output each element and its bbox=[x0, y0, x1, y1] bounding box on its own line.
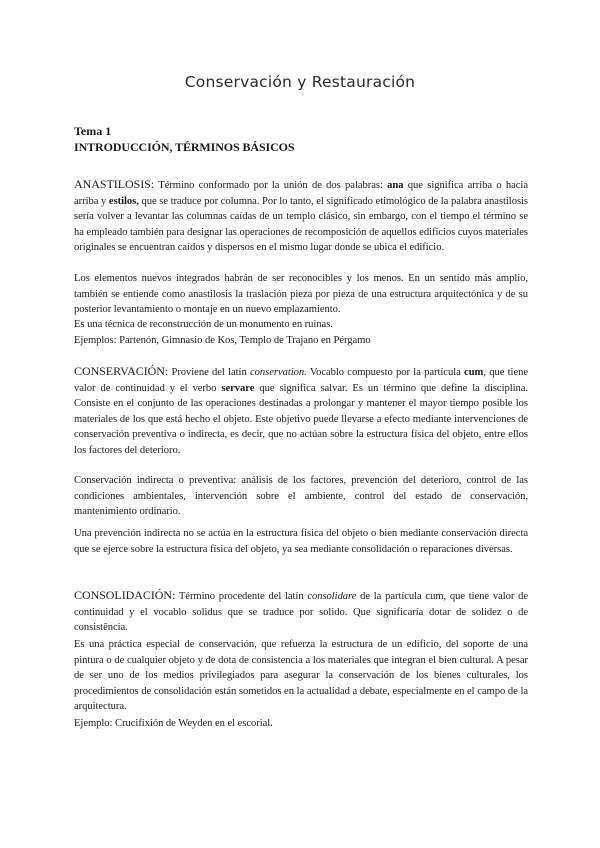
anastilosis-paragraph-2: Los elementos nuevos integrados habrán de ser reconocibles y los menos. En un sentido más amplio, también se entiende como anastilosis la traslación pieza por pieza de una estructura arquitectónica y de su posterior levantamiento o montaje en un nuevo emplazamiento. bbox=[74, 273, 528, 316]
conservacion-definition bbox=[74, 364, 528, 459]
anastilosis-bold-ana: ana bbox=[387, 180, 404, 191]
consolidacion-term: CONSOLIDACIÓN: bbox=[74, 588, 176, 602]
anastilosis-text-2: que significa arriba o hacia arriba y bbox=[74, 180, 528, 207]
topic-heading: INTRODUCCIÓN, TÉRMINOS BÁSICOS bbox=[74, 140, 295, 154]
conservacion-text-2: Vocablo compuesto por la partícula bbox=[306, 367, 465, 378]
conservacion-bold-servare: servare bbox=[221, 382, 255, 394]
consolidacion-text-2: de la partícula cum, que tiene valor de continuidad y el vocablo solidus que se traduce por solido. Que significaría dotar de solidez o de consistência. bbox=[74, 591, 528, 634]
conservacion-bold-cum: cum bbox=[464, 367, 484, 378]
conservacion-paragraph-3: Una prevención indirecta no se actúa en la estructura física del objeto o bien mediante conservación directa que se ejerce sobre la estructura física del objeto, ya sea mediante consolidación o reparaciones diversas. bbox=[74, 528, 528, 555]
anastilosis-text-3: que se traduce por columna. Por lo tanto, el significado etimológico de la palabra anastilosis sería volver a levantar las columnas caídas de un templo clásico, sin embargo, con el tiempo el término se ha empleado también para designar las operaciones de recomposición de aquellos edificios cuyos materiales originales se encuentran caídos y dispersos en el mismo lugar donde se ubica el edificio. bbox=[74, 195, 528, 254]
anastilosis-term: ANASTILOSIS: bbox=[74, 177, 155, 191]
consolidacion-paragraph-2: Es una práctica especial de conservación, que refuerza la estructura de un edificio, del soporte de una pintura o de cualquier objeto y de dota de consistencia a los materiales que integran el bien cultural. A pesar de ser uno de los medios privilegiados para asegurar la conservación de los bienes culturales, los procedimientos de consolidación están sometidos en la actualidad a debate, especialmente en el campo de la arquitectura. bbox=[74, 639, 528, 713]
anastilosis-definition bbox=[74, 177, 528, 256]
consolidacion-italic-latin: consolidare bbox=[307, 591, 357, 602]
consolidacion-example: Ejemplo: Crucifixión de Weyden en el escorial. bbox=[74, 718, 273, 729]
conservacion-paragraph-2: Conservación indirecta o preventiva: análisis de los factores, prevención del deterioro, control de las condiciones ambientales, intervención sobre el ambiente, control del estado de conservación, mantenimiento ordinario. bbox=[74, 475, 528, 518]
anastilosis-text-1: Término conformado por la unión de dos palabras: bbox=[154, 180, 388, 191]
document-title: Conservación y Restauración bbox=[184, 73, 416, 91]
topic-number: Tema 1 bbox=[74, 124, 112, 138]
anastilosis-bold-estilos: estilos, bbox=[108, 195, 139, 207]
conservacion-term: CONSERVACIÓN: bbox=[74, 364, 169, 378]
conservacion-text-4: que significa salvar. Es un término que define la disciplina. Consiste en el conjunto de las operaciones destinadas a prolongar y mantener el mayor tiempo posible los materiales de los que está hecho el objeto. Este objetivo puede llevarse a efecto mediante intervenciones de conservación preventiva o indirecta, es decir, que no actúan sobre la estructura física del objeto, entre ellos los factores del deterioro. bbox=[74, 382, 528, 456]
anastilosis-paragraph-3: Es una técnica de reconstrucción de un monumento en ruinas. bbox=[74, 319, 333, 330]
conservacion-italic-latin: conservation. bbox=[250, 367, 307, 378]
consolidacion-definition bbox=[74, 588, 528, 636]
consolidacion-text-1: Término procedente del latín bbox=[175, 591, 308, 602]
anastilosis-examples: Ejemplos: Partenón, Gimnasio de Kos, Templo de Trajano en Pérgamo bbox=[74, 335, 371, 346]
conservacion-text-1: Proviene del latín bbox=[168, 367, 250, 378]
conservacion-text-3: , que tiene valor de continuidad y el verbo bbox=[74, 367, 528, 394]
